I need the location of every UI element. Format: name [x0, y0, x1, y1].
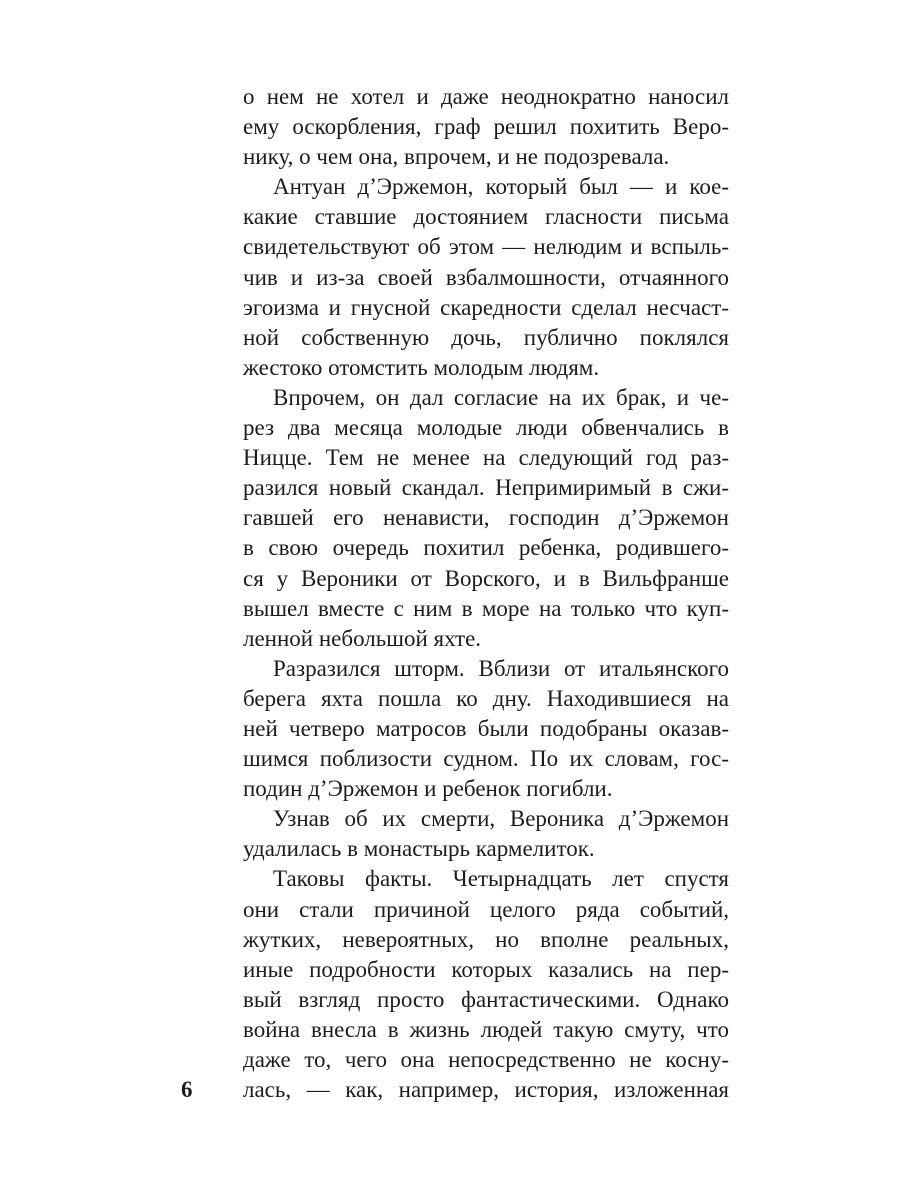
text-line: в свою очередь похитил ребенка, родившего-: [243, 535, 729, 561]
text-line: война внесла в жизнь людей такую смуту, что: [243, 1016, 729, 1042]
text-line: Антуан д’Эржемон, который был — и кое-: [273, 174, 729, 200]
text-line: гавшей его ненависти, господин д’Эржемон: [243, 505, 729, 531]
text-line: ленной небольшой яхте.: [243, 625, 482, 651]
text-line: удалилась в монастырь кармелиток.: [243, 836, 595, 862]
text-line: ся у Вероники от Ворского, и в Вильфранше: [243, 565, 729, 591]
text-line: вышел вместе с ним в море на только что куп-: [243, 595, 729, 621]
text-line: Ницце. Тем не менее на следующий год раз-: [243, 445, 729, 471]
text-line: Узнав об их смерти, Вероника д’Эржемон: [273, 806, 729, 832]
text-line: разился новый скандал. Непримиримый в сжи-: [243, 475, 729, 501]
text-line: нику, о чем она, впрочем, и не подозревала.: [243, 144, 670, 170]
text-line: чив и из-за своей взбалмошности, отчаянного: [243, 264, 729, 290]
text-line: Таковы факты. Четырнадцать лет спустя: [273, 866, 729, 892]
text-line: лась, — как, например, история, изложенная: [243, 1077, 729, 1103]
text-line: какие ставшие достоянием гласности письма: [243, 204, 729, 230]
text-line: они стали причиной целого ряда событий,: [243, 896, 729, 922]
text-line: берега яхта пошла ко дну. Находившиеся на: [243, 685, 729, 711]
text-line: свидетельствуют об этом — нелюдим и вспыль-: [243, 234, 729, 260]
text-line: эгоизма и гнусной скаредности сделал несчаст-: [243, 294, 729, 320]
text-line: ней четверо матросов были подобраны оказав-: [243, 715, 729, 741]
text-line: шимся поблизости судном. По их словам, гос-: [243, 746, 729, 772]
text-line: о нем не хотел и даже неоднократно наносил: [243, 84, 729, 109]
text-line: ему оскорбления, граф решил похитить Веро-: [243, 114, 729, 140]
text-line: рез два месяца молодые люди обвенчались в: [243, 415, 729, 441]
text-line: жестоко отомстить молодым людям.: [243, 354, 600, 380]
text-line: Впрочем, он дал согласие на их брак, и че-: [273, 384, 729, 410]
body-text: [243, 82, 729, 1105]
page-number: 6: [181, 1077, 193, 1102]
text-line: подин д’Эржемон и ребенок погибли.: [243, 776, 613, 802]
text-line: вый взгляд просто фантастическими. Однако: [243, 986, 729, 1012]
text-line: жутких, невероятных, но вполне реальных,: [243, 926, 729, 952]
text-line: ной собственную дочь, публично поклялся: [243, 324, 729, 350]
text-line: Разразился шторм. Вблизи от итальянского: [273, 655, 729, 681]
text-line: иные подробности которых казались на пер-: [243, 956, 729, 982]
text-line: даже то, чего она непосредственно не косну-: [243, 1047, 729, 1072]
